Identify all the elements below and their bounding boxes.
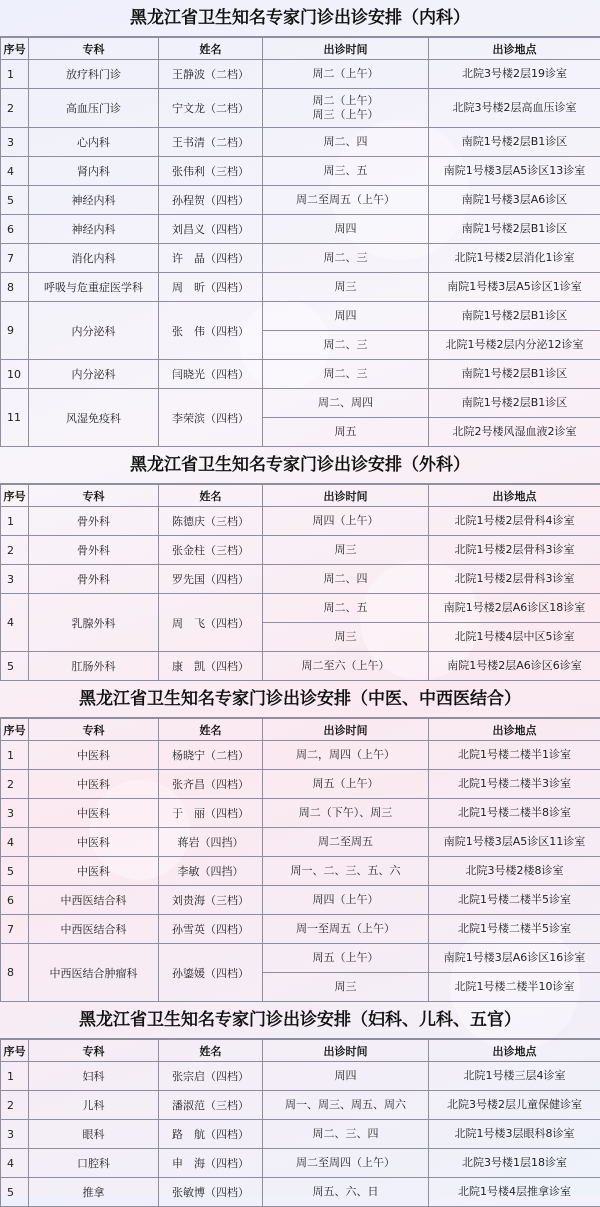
table-row: [1, 244, 600, 273]
row-number: 4: [1, 157, 29, 186]
clinic-time: [263, 244, 429, 273]
header-number: 序号: [1, 38, 29, 60]
department: 中医科: [29, 741, 159, 770]
department: 肾内科: [29, 157, 159, 186]
time-slot: 周四（上午）: [263, 886, 428, 914]
time-slot: 周四: [263, 1062, 428, 1090]
table-row: [1, 741, 600, 770]
department: 推拿: [29, 1178, 159, 1207]
clinic-time: [263, 1091, 429, 1120]
clinic-location: [429, 215, 600, 244]
location-slot: 南院1号楼2层B1诊区: [429, 128, 600, 156]
department: 放疗科门诊: [29, 60, 159, 89]
time-slot: 周二（上午）: [263, 60, 428, 88]
row-number: 2: [1, 536, 29, 565]
location-slot: 南院1号楼2层B1诊区: [429, 360, 600, 388]
table-row: [1, 360, 600, 389]
clinic-location: [429, 1178, 600, 1207]
location-slot: 北院3号楼2层儿童保健诊室: [429, 1091, 600, 1119]
row-number: 6: [1, 215, 29, 244]
table-row: [1, 1149, 600, 1178]
location-slot: 北院3号楼2层高血压诊室: [429, 89, 600, 127]
table-row: [1, 273, 600, 302]
row-number: 1: [1, 741, 29, 770]
row-number: 8: [1, 944, 29, 1002]
header-department: 专科: [29, 719, 159, 741]
clinic-time: [263, 1178, 429, 1207]
time-slot: 周三: [263, 623, 428, 651]
clinic-location: [429, 507, 600, 536]
header-name: 姓名: [159, 1040, 263, 1062]
clinic-location: [429, 886, 600, 915]
department: 心内科: [29, 128, 159, 157]
clinic-time: [263, 594, 429, 652]
doctor-name: 王静波（二档）: [159, 60, 263, 89]
department: 风湿免疫科: [29, 389, 159, 447]
clinic-time: [263, 60, 429, 89]
location-slot: 北院1号楼二楼半3诊室: [429, 770, 600, 798]
department: 高血压门诊: [29, 89, 159, 128]
clinic-time: [263, 89, 429, 128]
location-slot: 南院1号楼2层A6诊区6诊室: [429, 652, 600, 680]
row-number: 2: [1, 1091, 29, 1120]
time-slot: 周二、三: [263, 244, 428, 272]
time-slot: 周三: [263, 273, 428, 301]
clinic-time: [263, 536, 429, 565]
doctor-name: 孙鎏媛（四档）: [159, 944, 263, 1002]
header-number: 序号: [1, 1040, 29, 1062]
department: 中西医结合肿瘤科: [29, 944, 159, 1002]
table-row: [1, 944, 600, 1002]
section-title: 黑龙江省卫生知名专家门诊出诊安排（内科）: [0, 0, 600, 37]
table-row: [1, 915, 600, 944]
table-row: [1, 186, 600, 215]
table-row: [1, 565, 600, 594]
doctor-name: 申 海（四档）: [159, 1149, 263, 1178]
header-department: 专科: [29, 485, 159, 507]
location-slot: 北院3号楼2层19诊室: [429, 60, 600, 88]
department: 呼吸与危重症医学科: [29, 273, 159, 302]
doctor-name: 闫晓光（四档）: [159, 360, 263, 389]
clinic-location: [429, 128, 600, 157]
doctor-name: 周 昕（四档）: [159, 273, 263, 302]
row-number: 11: [1, 389, 29, 447]
location-slot: 北院3号楼1层18诊室: [429, 1149, 600, 1177]
location-slot: 北院1号楼4层中区5诊室: [429, 623, 600, 651]
clinic-location: [429, 799, 600, 828]
table-row: [1, 507, 600, 536]
table-row: [1, 652, 600, 681]
row-number: 9: [1, 302, 29, 360]
department: 眼科: [29, 1120, 159, 1149]
header-name: 姓名: [159, 485, 263, 507]
header-location: 出诊地点: [429, 719, 600, 741]
clinic-location: [429, 157, 600, 186]
clinic-location: [429, 944, 600, 1002]
clinic-time: [263, 1062, 429, 1091]
doctor-name: 李敏（四挡）: [159, 857, 263, 886]
location-slot: 北院1号楼2层骨科3诊室: [429, 565, 600, 593]
table-row: [1, 1178, 600, 1207]
department: 中西医结合科: [29, 915, 159, 944]
time-slot: 周五（上午）: [263, 944, 428, 973]
doctor-name: 张 伟（四档）: [159, 302, 263, 360]
clinic-time: [263, 507, 429, 536]
doctor-name: 康 凯（四档）: [159, 652, 263, 681]
table-row: [1, 857, 600, 886]
location-slot: 南院1号楼3层A5诊区11诊室: [429, 828, 600, 856]
doctor-name: 孙程贺（四档）: [159, 186, 263, 215]
time-slot: 周二至周五（上午）: [263, 186, 428, 214]
clinic-location: [429, 565, 600, 594]
clinic-location: [429, 1120, 600, 1149]
department: 骨外科: [29, 507, 159, 536]
header-number: 序号: [1, 719, 29, 741]
header-number: 序号: [1, 485, 29, 507]
clinic-location: [429, 360, 600, 389]
clinic-time: [263, 1120, 429, 1149]
doctor-name: 刘昌义（四档）: [159, 215, 263, 244]
row-number: 4: [1, 1149, 29, 1178]
table-row: [1, 1120, 600, 1149]
department: 中西医结合科: [29, 886, 159, 915]
doctor-name: 张金柱（三档）: [159, 536, 263, 565]
location-slot: 北院2号楼风湿血液2诊室: [429, 418, 600, 446]
clinic-location: [429, 60, 600, 89]
time-slot: 周三: [263, 973, 428, 1001]
clinic-location: [429, 1062, 600, 1091]
doctor-name: 李荣滨（四档）: [159, 389, 263, 447]
row-number: 1: [1, 60, 29, 89]
table-row: [1, 886, 600, 915]
time-slot: 周四（上午）: [263, 507, 428, 535]
schedule-table: [0, 1039, 600, 1207]
location-slot: 南院1号楼3层A5诊区1诊室: [429, 273, 600, 301]
doctor-name: 张宗启（四档）: [159, 1062, 263, 1091]
location-slot: 南院1号楼3层A5诊区13诊室: [429, 157, 600, 185]
clinic-location: [429, 741, 600, 770]
row-number: 3: [1, 799, 29, 828]
clinic-location: [429, 186, 600, 215]
time-slot: 周四: [263, 215, 428, 243]
table-row: [1, 60, 600, 89]
time-slot: 周二、三: [263, 331, 428, 359]
schedule-section: [0, 0, 600, 447]
clinic-location: [429, 536, 600, 565]
clinic-time: [263, 1149, 429, 1178]
clinic-location: [429, 1091, 600, 1120]
header-row: [1, 1040, 600, 1062]
table-row: [1, 128, 600, 157]
department: 中医科: [29, 857, 159, 886]
doctor-name: 罗先国（四档）: [159, 565, 263, 594]
location-slot: 南院1号楼2层B1诊区: [429, 302, 600, 331]
location-slot: 南院1号楼3层A6诊区16诊室: [429, 944, 600, 973]
clinic-time: [263, 389, 429, 447]
clinic-location: [429, 244, 600, 273]
header-row: [1, 719, 600, 741]
clinic-time: [263, 799, 429, 828]
table-row: [1, 157, 600, 186]
department: 妇科: [29, 1062, 159, 1091]
time-slot: 周二、四: [263, 128, 428, 156]
location-slot: 北院1号楼二楼半10诊室: [429, 973, 600, 1001]
doctor-name: 杨晓宁（二档）: [159, 741, 263, 770]
location-slot: 北院1号楼二楼半8诊室: [429, 799, 600, 827]
department: 神经内科: [29, 186, 159, 215]
schedule-table: [0, 37, 600, 447]
department: 肛肠外科: [29, 652, 159, 681]
doctor-name: 陈德庆（三档）: [159, 507, 263, 536]
location-slot: 北院1号楼二楼半1诊室: [429, 741, 600, 769]
doctor-name: 孙雪英（四档）: [159, 915, 263, 944]
doctor-name: 潘淑范（三档）: [159, 1091, 263, 1120]
row-number: 5: [1, 1178, 29, 1207]
time-slot: 周一、周三、周五、周六: [263, 1091, 428, 1119]
time-slot: 周五: [263, 418, 428, 446]
location-slot: 南院1号楼2层A6诊区18诊室: [429, 594, 600, 623]
table-row: [1, 215, 600, 244]
clinic-time: [263, 215, 429, 244]
time-slot: 周二、三、四: [263, 1120, 428, 1148]
time-slot: 周四: [263, 302, 428, 331]
clinic-location: [429, 273, 600, 302]
table-row: [1, 389, 600, 447]
clinic-location: [429, 389, 600, 447]
department: 神经内科: [29, 215, 159, 244]
table-row: [1, 594, 600, 652]
table-row: [1, 828, 600, 857]
clinic-time: [263, 944, 429, 1002]
table-row: [1, 1091, 600, 1120]
header-time: 出诊时间: [263, 1040, 429, 1062]
time-slot: 周一至周五（上午）: [263, 915, 428, 943]
header-department: 专科: [29, 38, 159, 60]
header-department: 专科: [29, 1040, 159, 1062]
time-slot: 周一、二、三、五、六: [263, 857, 428, 885]
table-row: [1, 89, 600, 128]
doctor-name: 于 丽（四档）: [159, 799, 263, 828]
table-row: [1, 1062, 600, 1091]
section-title: 黑龙江省卫生知名专家门诊出诊安排（中医、中西医结合）: [0, 681, 600, 718]
time-slot: 周二（上午） 周三（上午）: [263, 89, 428, 127]
time-slot: 周二、周四: [263, 389, 428, 418]
location-slot: 北院1号楼2层骨科4诊室: [429, 507, 600, 535]
table-row: [1, 799, 600, 828]
header-location: 出诊地点: [429, 38, 600, 60]
schedule-section: [0, 447, 600, 681]
schedule-table: [0, 718, 600, 1002]
department: 消化内科: [29, 244, 159, 273]
row-number: 4: [1, 828, 29, 857]
header-name: 姓名: [159, 38, 263, 60]
clinic-time: [263, 157, 429, 186]
header-row: [1, 38, 600, 60]
doctor-name: 宁文龙（二档）: [159, 89, 263, 128]
clinic-location: [429, 1149, 600, 1178]
clinic-time: [263, 186, 429, 215]
header-name: 姓名: [159, 719, 263, 741]
clinic-location: [429, 652, 600, 681]
row-number: 3: [1, 1120, 29, 1149]
table-row: [1, 302, 600, 360]
row-number: 8: [1, 273, 29, 302]
department: 口腔科: [29, 1149, 159, 1178]
row-number: 5: [1, 652, 29, 681]
clinic-time: [263, 273, 429, 302]
schedule-table: [0, 484, 600, 681]
time-slot: 周五（上午）: [263, 770, 428, 798]
time-slot: 周三: [263, 536, 428, 564]
row-number: 2: [1, 89, 29, 128]
header-time: 出诊时间: [263, 485, 429, 507]
location-slot: 北院1号楼4层推拿诊室: [429, 1178, 600, 1206]
row-number: 1: [1, 507, 29, 536]
location-slot: 南院1号楼2层B1诊区: [429, 215, 600, 243]
row-number: 5: [1, 186, 29, 215]
doctor-name: 许 晶（四档）: [159, 244, 263, 273]
clinic-time: [263, 828, 429, 857]
department: 骨外科: [29, 565, 159, 594]
schedule-section: [0, 681, 600, 1002]
time-slot: 周二至周五: [263, 828, 428, 856]
header-location: 出诊地点: [429, 485, 600, 507]
clinic-time: [263, 857, 429, 886]
clinic-time: [263, 915, 429, 944]
row-number: 3: [1, 565, 29, 594]
row-number: 1: [1, 1062, 29, 1091]
time-slot: 周二、四: [263, 565, 428, 593]
row-number: 5: [1, 857, 29, 886]
location-slot: 北院3号楼2楼8诊室: [429, 857, 600, 885]
header-time: 出诊时间: [263, 719, 429, 741]
location-slot: 北院1号楼2层骨科3诊室: [429, 536, 600, 564]
clinic-time: [263, 128, 429, 157]
time-slot: 周二、三: [263, 360, 428, 388]
clinic-location: [429, 770, 600, 799]
doctor-name: 张伟利（三档）: [159, 157, 263, 186]
clinic-location: [429, 915, 600, 944]
department: 儿科: [29, 1091, 159, 1120]
header-time: 出诊时间: [263, 38, 429, 60]
location-slot: 北院1号楼二楼半5诊室: [429, 915, 600, 943]
clinic-time: [263, 741, 429, 770]
department: 中医科: [29, 828, 159, 857]
location-slot: 北院1号楼三层4诊室: [429, 1062, 600, 1090]
clinic-location: [429, 857, 600, 886]
clinic-location: [429, 302, 600, 360]
clinic-time: [263, 360, 429, 389]
clinic-time: [263, 770, 429, 799]
time-slot: 周二（下午）、周三: [263, 799, 428, 827]
table-row: [1, 536, 600, 565]
location-slot: 北院1号楼二楼半5诊室: [429, 886, 600, 914]
doctor-name: 王书清（二档）: [159, 128, 263, 157]
doctor-name: 刘贵海（三档）: [159, 886, 263, 915]
department: 乳腺外科: [29, 594, 159, 652]
clinic-location: [429, 594, 600, 652]
row-number: 4: [1, 594, 29, 652]
location-slot: 北院1号楼2层消化1诊室: [429, 244, 600, 272]
clinic-location: [429, 89, 600, 128]
doctor-name: 张齐昌（四档）: [159, 770, 263, 799]
table-row: [1, 770, 600, 799]
department: 中医科: [29, 770, 159, 799]
location-slot: 南院1号楼2层B1诊区: [429, 389, 600, 418]
row-number: 2: [1, 770, 29, 799]
location-slot: 北院1号楼2层内分泌12诊室: [429, 331, 600, 359]
location-slot: 南院1号楼3层A6诊区: [429, 186, 600, 214]
department: 骨外科: [29, 536, 159, 565]
row-number: 7: [1, 915, 29, 944]
time-slot: 周二至周四（上午）: [263, 1149, 428, 1177]
schedule-section: [0, 1002, 600, 1207]
department: 中医科: [29, 799, 159, 828]
time-slot: 周二至六（上午）: [263, 652, 428, 680]
clinic-time: [263, 565, 429, 594]
clinic-time: [263, 302, 429, 360]
clinic-location: [429, 828, 600, 857]
doctor-name: 周 飞（四档）: [159, 594, 263, 652]
location-slot: 北院1号楼3层眼科8诊室: [429, 1120, 600, 1148]
row-number: 7: [1, 244, 29, 273]
time-slot: 周二、五: [263, 594, 428, 623]
time-slot: 周二，周四（上午）: [263, 741, 428, 769]
department: 内分泌科: [29, 302, 159, 360]
doctor-name: 路 航（四档）: [159, 1120, 263, 1149]
time-slot: 周三、五: [263, 157, 428, 185]
clinic-time: [263, 652, 429, 681]
section-title: 黑龙江省卫生知名专家门诊出诊安排（妇科、儿科、五官）: [0, 1002, 600, 1039]
header-row: [1, 485, 600, 507]
section-title: 黑龙江省卫生知名专家门诊出诊安排（外科）: [0, 447, 600, 484]
time-slot: 周五、六、日: [263, 1178, 428, 1206]
row-number: 10: [1, 360, 29, 389]
row-number: 6: [1, 886, 29, 915]
doctor-name: 张敏博（四档）: [159, 1178, 263, 1207]
doctor-name: 蒋岩（四挡）: [159, 828, 263, 857]
department: 内分泌科: [29, 360, 159, 389]
header-location: 出诊地点: [429, 1040, 600, 1062]
row-number: 3: [1, 128, 29, 157]
clinic-time: [263, 886, 429, 915]
